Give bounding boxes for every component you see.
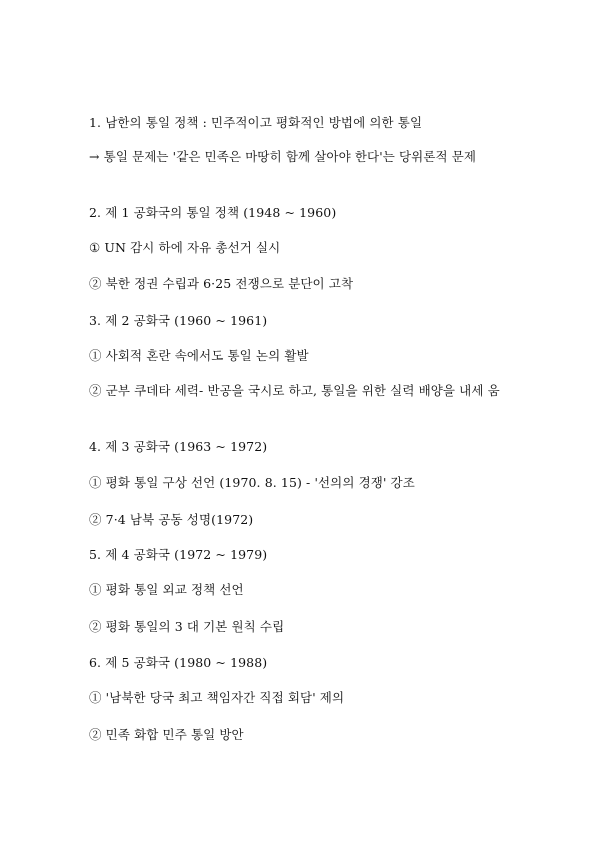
note-line: → 통일 문제는 '같은 민족은 마땅히 함께 살아야 한다'는 당위론적 문제	[89, 149, 477, 164]
list-item: ① 사회적 혼란 속에서도 통일 논의 활발	[89, 348, 309, 363]
list-item: ① 평화 통일 구상 선언 (1970. 8. 15) - '선의의 경쟁' 강조	[89, 475, 415, 490]
list-item: ① UN 감시 하에 자유 총선거 실시	[89, 240, 281, 255]
list-item: ② 민족 화합 민주 통일 방안	[89, 727, 244, 742]
list-item: ① '남북한 당국 최고 책임자간 직접 회담' 제의	[89, 690, 345, 705]
heading-6: 6. 제 5 공화국 (1980 ~ 1988)	[89, 655, 268, 670]
heading-3: 3. 제 2 공화국 (1960 ~ 1961)	[89, 313, 268, 328]
heading-5: 5. 제 4 공화국 (1972 ~ 1979)	[89, 547, 268, 562]
list-item: ② 군부 쿠데타 세력- 반공을 국시로 하고, 통일을 위한 실력 배양을 내세 움	[89, 383, 500, 398]
list-item: ① 평화 통일 외교 정책 선언	[89, 582, 244, 597]
heading-2: 2. 제 1 공화국의 통일 정책 (1948 ~ 1960)	[89, 205, 337, 220]
list-item: ② 북한 정권 수립과 6·25 전쟁으로 분단이 고착	[89, 276, 354, 291]
list-item: ② 평화 통일의 3 대 기본 원칙 수립	[89, 619, 285, 634]
list-item: ② 7·4 남북 공동 성명(1972)	[89, 512, 254, 527]
heading-1: 1. 남한의 통일 정책 : 민주적이고 평화적인 방법에 의한 통일	[89, 115, 423, 130]
heading-4: 4. 제 3 공화국 (1963 ~ 1972)	[89, 439, 268, 454]
